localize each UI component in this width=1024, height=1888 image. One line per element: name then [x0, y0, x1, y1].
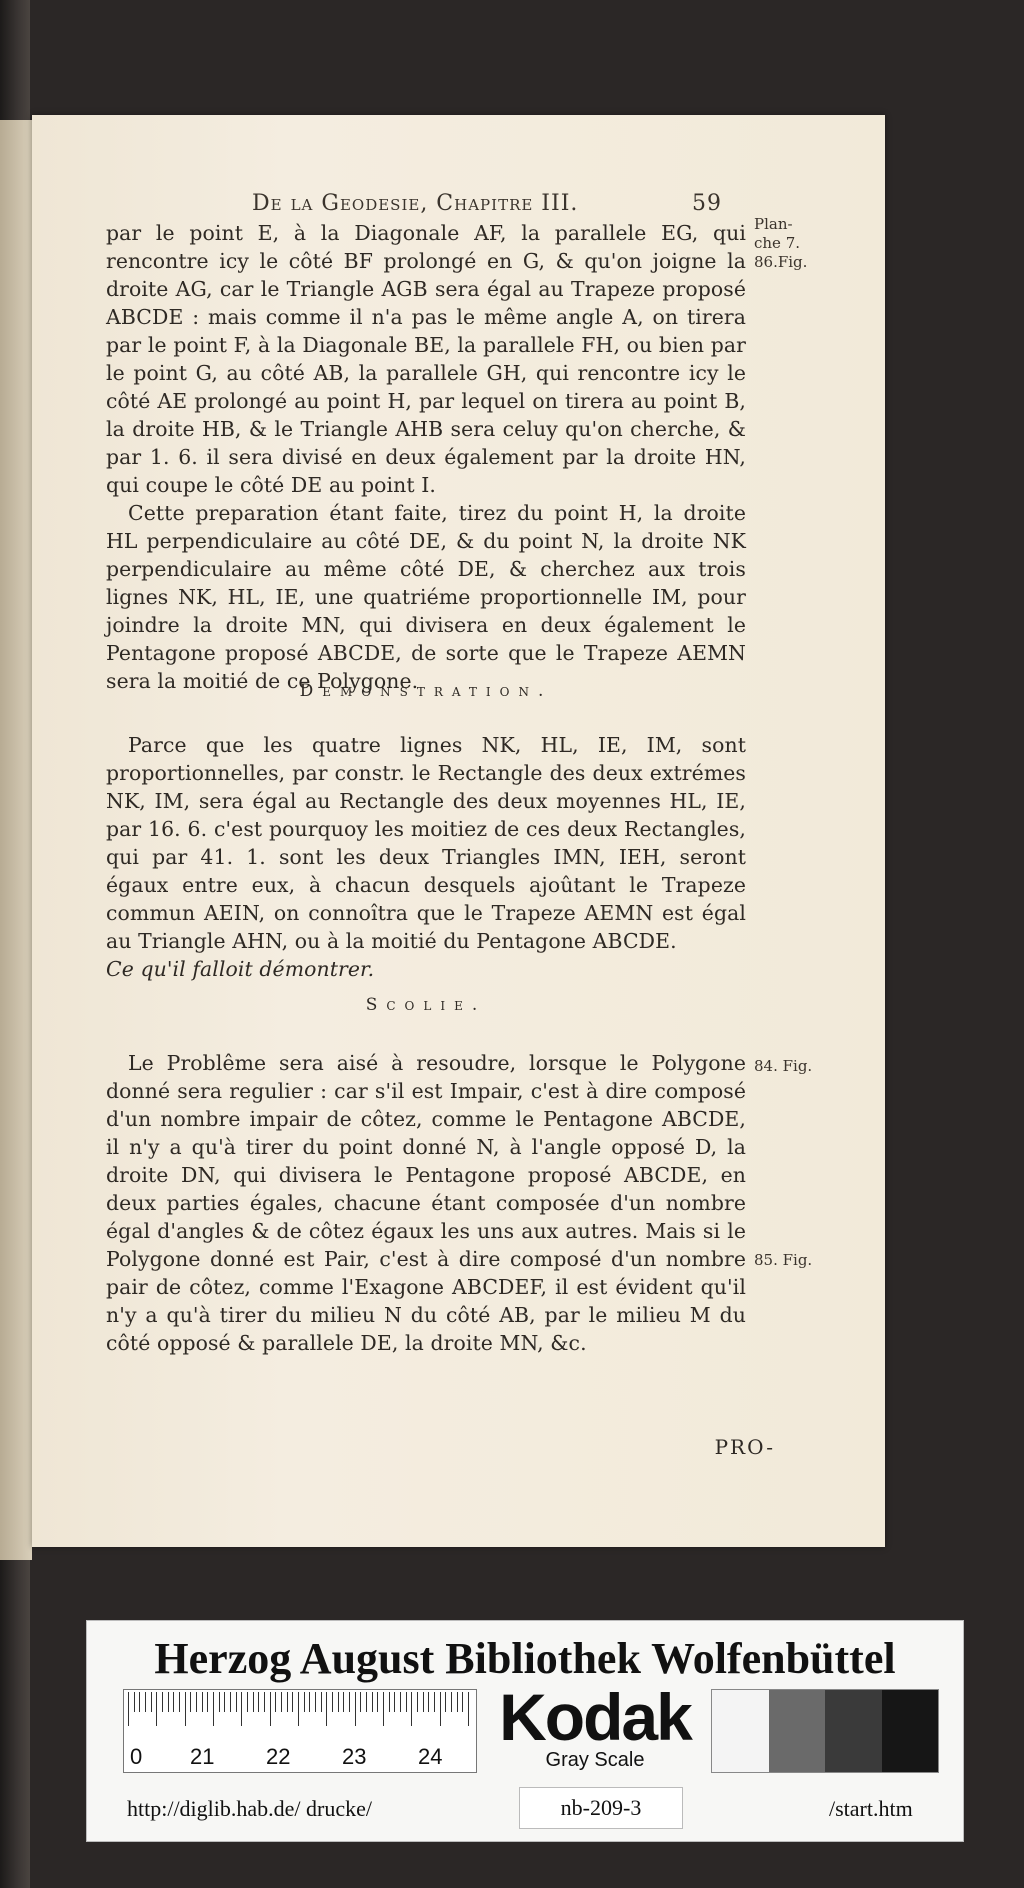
ruler-tick	[139, 1692, 140, 1712]
ruler-tick	[162, 1692, 163, 1712]
ruler-tick	[326, 1692, 327, 1726]
ruler-tick	[190, 1692, 191, 1712]
margin-note-fig-84: 84. Fig.	[754, 1057, 813, 1075]
paragraph-4: Le Problême sera aisé à resoudre, lorsque le Polygone donné sera regulier : car s'il est Impair, c'est à dire composé d'un nombre impair de côtez, comme le Pentagone ABCDE, il n'y a qu'à tirer du point donné N, à l'angle opposé D, la droite DN, qui divisera le Pentagone proposé ABCDE, en deux parties égales, chacune étant composée d'un nombre égal d'angles & de côtez égaux les uns aux autres. Mais si le Polygone donné est Pair, c'est à dire composé d'un nombre pair de côtez, comme l'Exagone ABCDEF, il est évident qu'il n'y a qu'à tirer du milieu N du côté AB, par le milieu M du côté opposé & parallele DE, la droite MN, &c.	[106, 1051, 746, 1355]
catchword: PRO-	[714, 1435, 775, 1459]
ruler	[123, 1689, 477, 1773]
ruler-tick	[445, 1692, 446, 1712]
ruler-tick	[207, 1692, 208, 1712]
ruler-number: 22	[266, 1744, 291, 1769]
ruler-tick	[355, 1692, 356, 1726]
ruler-tick	[128, 1692, 129, 1726]
ruler-tick	[287, 1692, 288, 1712]
ruler-number: 0	[130, 1744, 143, 1769]
qed-line: Ce qu'il falloit démontrer.	[106, 957, 375, 981]
gray-patch	[825, 1690, 882, 1772]
ruler-tick	[270, 1692, 271, 1726]
ruler-number: 21	[190, 1744, 215, 1769]
ruler-tick	[179, 1692, 180, 1712]
ruler-tick	[241, 1692, 242, 1726]
ruler-tick	[349, 1692, 350, 1712]
scan-target-card	[86, 1620, 964, 1842]
ruler-tick	[434, 1692, 435, 1712]
paragraph-1: par le point E, à la Diagonale AF, la parallele EG, qui rencontre icy le côté BF prolongé en G, & qu'on joigne la droite AG, car le Triangle AGB sera égal au Trapeze proposé ABCDE : mais comme il n'a pas le même angle A, on tirera par le point F, à la Diagonale BE, la parallele FH, ou bien par le point G, au côté AB, la parallele GH, qui rencontre icy le côté AE prolongé au point H, par lequel on tirera au point B, la droite HB, & le Triangle AHB sera celuy qu'on cherche, & par 1. 6. il sera divisé en deux également par la droite HN, qui coupe le côté DE au point I.	[106, 221, 746, 497]
ruler-tick	[400, 1692, 401, 1712]
ruler-tick	[298, 1692, 299, 1726]
ruler-tick	[236, 1692, 237, 1712]
book-page	[32, 115, 885, 1547]
ruler-tick	[417, 1692, 418, 1712]
ruler-tick	[292, 1692, 293, 1712]
ruler-tick	[423, 1692, 424, 1712]
paragraph-2: Cette preparation étant faite, tirez du point H, la droite HL perpendiculaire au côté DE, & du point N, la droite NK perpendiculaire au même côté DE, & cherchez aux trois lignes NK, HL, IE, une quatriéme proportionnelle IM, pour joindre la droite MN, qui divisera en deux également le Pentagone proposé ABCDE, de sorte que le Trapeze AEMN sera la moitié de ce Polygone.	[106, 501, 746, 693]
ruler-tick	[411, 1692, 412, 1726]
ruler-tick	[332, 1692, 333, 1712]
margin-note-line: Plan-	[754, 215, 793, 233]
ruler-tick	[281, 1692, 282, 1712]
ruler-number: 23	[342, 1744, 367, 1769]
ruler-tick	[196, 1692, 197, 1712]
ruler-tick	[264, 1692, 265, 1712]
ruler-tick	[372, 1692, 373, 1712]
margin-note-plate	[754, 215, 807, 272]
margin-note-line: che 7.	[754, 234, 801, 252]
running-header	[212, 191, 722, 221]
ruler-tick	[173, 1692, 174, 1712]
ruler-tick	[275, 1692, 276, 1712]
ruler-tick	[428, 1692, 429, 1712]
ruler-tick	[383, 1692, 384, 1726]
ruler-tick	[315, 1692, 316, 1712]
margin-note-line: 86.Fig.	[754, 253, 808, 271]
ruler-tick	[185, 1692, 186, 1726]
heading-scolie: Scolie.	[365, 995, 487, 1015]
url-suffix: /start.htm	[829, 1796, 913, 1821]
paragraph-3: Parce que les quatre lignes NK, HL, IE, IM, sont proportionnelles, par constr. le Rectangle des deux extrémes NK, IM, sera égal au Rectangle des deux moyennes HL, IE, par 16. 6. c'est pourquoy les moitiez de ces deux Rectangles, qui par 41. 1. sont les deux Triangles IMN, IEH, seront égaux entre eux, à chacun desquels ajoûtant le Trapeze commun AEIN, on connoîtra que le Trapeze AEMN est égal au Triangle AHN, ou à la moitié du Pentagone ABCDE.	[106, 733, 746, 953]
ruler-tick	[457, 1692, 458, 1712]
gray-scale-label: Gray Scale	[545, 1749, 645, 1771]
ruler-tick	[230, 1692, 231, 1712]
url-id-box: nb-209-3	[519, 1787, 683, 1829]
ruler-tick	[321, 1692, 322, 1712]
margin-note-fig-85: 85. Fig.	[754, 1251, 813, 1269]
ruler-tick	[451, 1692, 452, 1712]
ruler-tick	[145, 1692, 146, 1712]
ruler-tick	[360, 1692, 361, 1712]
ruler-tick	[309, 1692, 310, 1712]
ruler-tick	[389, 1692, 390, 1712]
gray-patch	[882, 1690, 939, 1772]
gray-scale-patches	[711, 1689, 939, 1773]
ruler-tick	[247, 1692, 248, 1712]
previous-page-edge	[0, 120, 32, 1560]
ruler-tick	[258, 1692, 259, 1712]
text-block-demonstration	[106, 731, 746, 983]
gray-patch	[769, 1690, 826, 1772]
ruler-tick	[377, 1692, 378, 1712]
ruler-tick	[343, 1692, 344, 1712]
header-title: De la Geodesie, Chapitre III.	[252, 191, 579, 216]
ruler-tick	[462, 1692, 463, 1712]
ruler-tick	[253, 1692, 254, 1712]
library-title: Herzog August Bibliothek Wolfenbüttel	[154, 1634, 896, 1683]
ruler-number: 24	[418, 1744, 443, 1769]
ruler-tick	[168, 1692, 169, 1712]
ruler-tick	[366, 1692, 367, 1712]
ruler-tick	[219, 1692, 220, 1712]
ruler-tick	[406, 1692, 407, 1712]
ruler-tick	[156, 1692, 157, 1726]
text-block-scolie	[106, 1049, 746, 1357]
ruler-tick	[304, 1692, 305, 1712]
ruler-tick	[440, 1692, 441, 1726]
ruler-tick	[151, 1692, 152, 1712]
page-number: 59	[692, 191, 722, 216]
text-block-top	[106, 219, 746, 695]
heading-demonstration: Demonstration.	[299, 681, 553, 701]
ruler-tick	[202, 1692, 203, 1712]
gray-patch	[712, 1690, 769, 1772]
url-prefix: http://diglib.hab.de/ drucke/	[127, 1796, 373, 1821]
ruler-tick	[134, 1692, 135, 1712]
ruler-tick	[213, 1692, 214, 1726]
ruler-tick	[394, 1692, 395, 1712]
kodak-logo: Kodak	[499, 1680, 691, 1754]
ruler-tick	[468, 1692, 469, 1726]
ruler-tick	[224, 1692, 225, 1712]
ruler-numbers	[124, 1744, 476, 1770]
ruler-ticks	[128, 1692, 472, 1730]
ruler-tick	[338, 1692, 339, 1712]
